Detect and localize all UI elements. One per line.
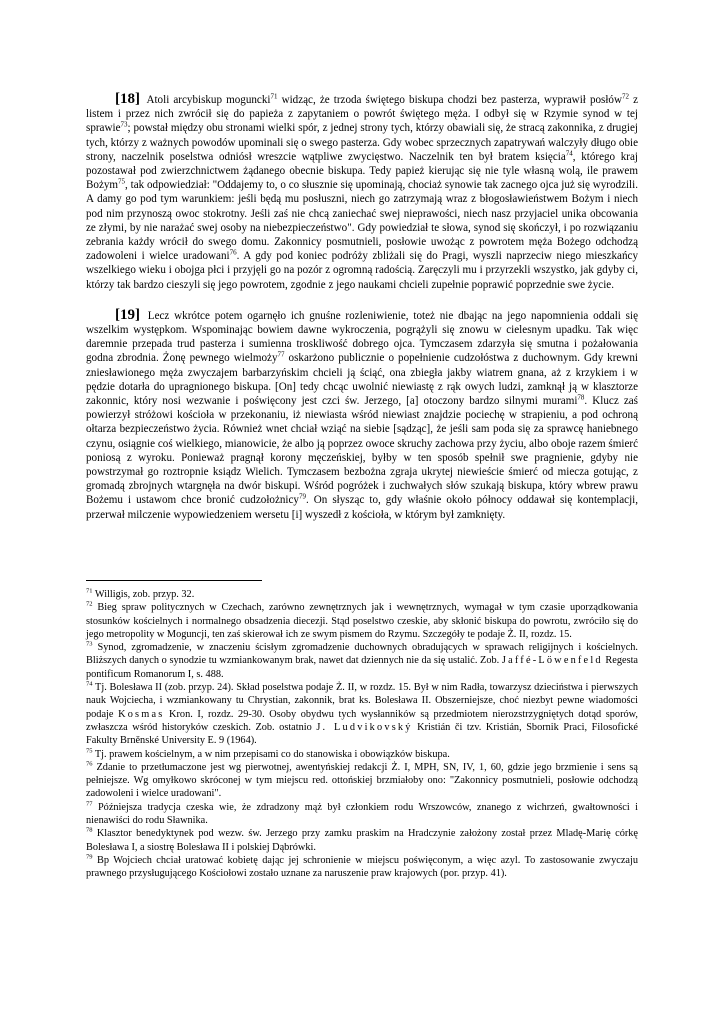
- footnote-ref[interactable]: 72: [622, 92, 629, 101]
- footnote-ref[interactable]: 73: [120, 120, 128, 129]
- footnote-ref[interactable]: 79: [298, 492, 306, 501]
- footnote-73: $^{73}$ Synod, zgromadzenie, w znaczeniu ścisłym zgromadzenie duchownych obradujących w sprawach religijnych i kościelnych. Bliższych danych o synodzie tu wzmiankowanym brak, nawet dat dziennych nie da się ustalić. Zob. Jaffé-Löwenfeld Regesta pontificum Romanorum I, s. 488.: [86, 640, 639, 680]
- main-text: [86, 92, 638, 522]
- footnote-72: $^{72}$ Bieg spraw politycznych w Czechach, zarówno zewnętrznych jak i wewnętrznych, wymagał w tym czasie uporządkowania stosunków kościelnych i normalnego obsadzenia diecezji. Stąd poselstwo czeskie, aby skłonić biskupa do powrotu, zwróciło się do jego metropolity w Moguncji, ten zaś skierował ich ze swym pismem do Rzymu. Szczegóły te podaje Ż. II, rozdz. 15.: [86, 600, 638, 640]
- footnote-74: $^{74}$ Tj. Bolesława II (zob. przyp. 24). Skład poselstwa podaje Ż. II, w rozdz. 15. Był w nim Radła, towarzysz dzieciństwa i pierwszych nauk Wojciecha, i wzmiankowany tu Chrystian, zakonnik, brat ks. Bolesława II. Obszerniejsze, choć niezbyt pewne wiadomości podaje Kosmas Kron. I, rozdz. 29-30. Osoby obydwu tych wysłanników są przedmiotem nierozstrzygniętych dotąd sporów, zwłaszcza wśród historyków czeskich. Zob. ostatnio J. Ludvikovský Kristián či tzv. Kristián, Sbornik Praci, Filosofické Fakulty Brněnské University E. 9 (1964).: [86, 680, 638, 747]
- footnotes: [86, 588, 638, 881]
- footnote-ref[interactable]: 78: [577, 393, 585, 402]
- footnote-78: $^{78}$ Klasztor benedyktynek pod wezw. św. Jerzego przy zamku praskim na Hradczynie założony został przez Mladę-Marię córkę Bolesława I, a siostrę Bolesława II i polskiej Dąbrówki.: [86, 826, 638, 853]
- footnote-separator: [86, 580, 262, 581]
- paragraph-19: [19] Lecz wkrótce potem ogarnęło ich gnuśne rozleniwienie, toteż nie dbając na jego napomnienia oddali się wszelkim występkom. Wspominając bowiem dawne wykroczenia, pogrążyli się znowu w cielesnym upadku. Tak więc daremnie przepada trud pasterza i sumienna troskliwość dobrego ojca. Tymczasem zdarzyła się smutna i pożałowania godna zbrodnia. Żonę pewnego wielmoży$^{77}$ oskarżono publicznie o popełnienie cudzołóstwa z duchownym. Gdy krewni zniesławionego męża zwyczajem barbarzyńskim chcieli ją ściąć, ona zbiegła jakby wiatrem gnana, aż z krzykiem i w pędzie dotarła do upragnionego biskupa. [On] tedy chcąc uwolnić niewiastę z rąk owych ludzi, zamknął ją w klasztorze zakonnic, który nosi wezwanie i poświęcony jest czci św. Jerzego, [a] otoczony bardzo silnymi murami$^{78}$. Klucz zaś powierzył stróżowi kościoła w przekonaniu, iż niewiasta wśród niewiast znajdzie pociechę w strapieniu, a pod ochroną ołtarza bezpieczeństwo życia. Również wnet chciał wziąć na siebie [sądząc], że jeśli sam poda się za sprawcę haniebnego czynu, osiągnie coś wielkiego, mianowicie, że albo ją poprzez owoce skruchy zachowa przy życiu, albo oboje razem śmierć poniosą z wyroku. Ponieważ pragnął korony męczeńskiej, byłby w ten sposób spełnił swe pragnienie, gdyby nie powstrzymał go roztropnie ksiądz Wielich. Tymczasem bezbożna zgraja ukrytej niewieście śmierć od miecza gotując, z gromadą zbrojnych wtargnęła na dwór biskupi. Wśród pogróżek i zuchwałych słów szukają biskupa, który wbrew prawu Bożemu i ustawom chce bronić cudzołożnicy$^{79}$. On słysząc to, gdy właśnie około północy oddawał się kontemplacji, przerwał milczenie wypowiedzeniem wersetu [i] wyszedł z kościoła, w którym był zamknięty.: [86, 306, 639, 521]
- paragraph-number: [18]: [115, 91, 140, 107]
- footnote-76: $^{76}$ Zdanie to przetłumaczone jest wg pierwotnej, awentyńskiej redakcji Ż. I, MPH, SN, IV, 1, 60, gdzie jego brzmienie i sens są pełniejsze. Wg omyłkowo skróconej w tym miejscu red. ottońskiej brzmiałoby ono: "Zakonnicy posmutnieli, posłowie odchodzą zadowoleni i wielce uradowani".: [86, 760, 638, 800]
- footnote-71: $^{71}$ Willigis, zob. przyp. 32.: [86, 587, 195, 600]
- footnote-ref[interactable]: 74: [565, 149, 573, 158]
- footnote-75: $^{75}$ Tj. prawem kościelnym, a w nim przepisami co do stanowiska i obowiązków biskupa.: [86, 747, 450, 760]
- footnote-77: $^{77}$ Późniejsza tradycja czeska wie, że zdradzony mąż był członkiem rodu Wrszowców, znanego z wichrzeń, gwałtowności i nienawiści do rodu Sławnika.: [86, 800, 638, 827]
- footnote-ref[interactable]: 76: [229, 248, 237, 257]
- paragraph-18: [18] Atoli arcybiskup moguncki$^{71}$ widząc, że trzoda świętego biskupa chodzi bez pasterza, wyprawił posłów$^{72}$ z listem i przez nich zwrócił się do papieża z zapytaniem o powrót świętego męża. I odbył się w Rzymie synod w tej sprawie$^{73}$; powstał między obu stronami wielki spór, z jednej strony tych, którzy obawiali się, że stracą zakonnika, z drugiej tych, którzy z ważnych powodów upominali się o swego pasterza. Gdy wobec sprzecznych zapatrywań walczyły długo obie strony, naczelnik poselstwa odniósł wreszcie wątpliwe zwycięstwo. Naczelnik ten był bratem księcia$^{74}$, którego kraj pozostawał pod zwierzchnictwem żądanego obecnie biskupa. Tedy papież kierując się nie tyle własną wolą, ile prawem Bożym$^{75}$, tak odpowiedział: "Oddajemy to, o co słusznie się upominają, chociaż synowie tak zacnego ojca już się wyrodzili. A damy go pod tym warunkiem: jeśli będą mu posłuszni, niech go zatrzymają wraz z błogosławieństwem Bożym i niech pod nim przynoszą owoc stokrotny. Jeśli zaś nie chcą zaniechać swej nieprawości, niech nasz przyjaciel unika obcowania ze złymi, by nie narażać swej osoby na niebezpieczeństwo". Gdy powiedział te słowa, synod się skończył, i po rozwiązaniu zebrania każdy wrócił do swego domu. Zakonnicy posmutnieli, posłowie uwożąc z powrotem męża Bożego odchodzą zadowoleni i wielce uradowani$^{76}$. A gdy pod koniec podróży zbliżali się do Pragi, wyszli naprzeciw niego mieszkańcy wszelkiego wieku i obojga płci i przyjęli go na pozór z ogromną radością. Zaręczyli mu i przyrzekli wszystko, jak gdyby ci, którzy tak bardzo cieszyli się jego powrotem, zgodnie z jego naukami chcieli zupełnie poprawić poprzednie swe życie.: [86, 91, 639, 291]
- footnote-ref[interactable]: 75: [118, 177, 126, 186]
- paragraph-number: [19]: [115, 306, 140, 323]
- footnote-79: $^{79}$ Bp Wojciech chciał uratować kobietę dając jej schronienie w miejscu poświęconym, a więc azyl. To zastosowanie zwyczaju prawnego przysługującego Kościołowi zostało uznane za naruszenie praw krajowych (por. przyp. 41).: [86, 853, 638, 880]
- footnote-ref[interactable]: 77: [277, 350, 285, 359]
- footnote-ref[interactable]: 71: [270, 92, 278, 101]
